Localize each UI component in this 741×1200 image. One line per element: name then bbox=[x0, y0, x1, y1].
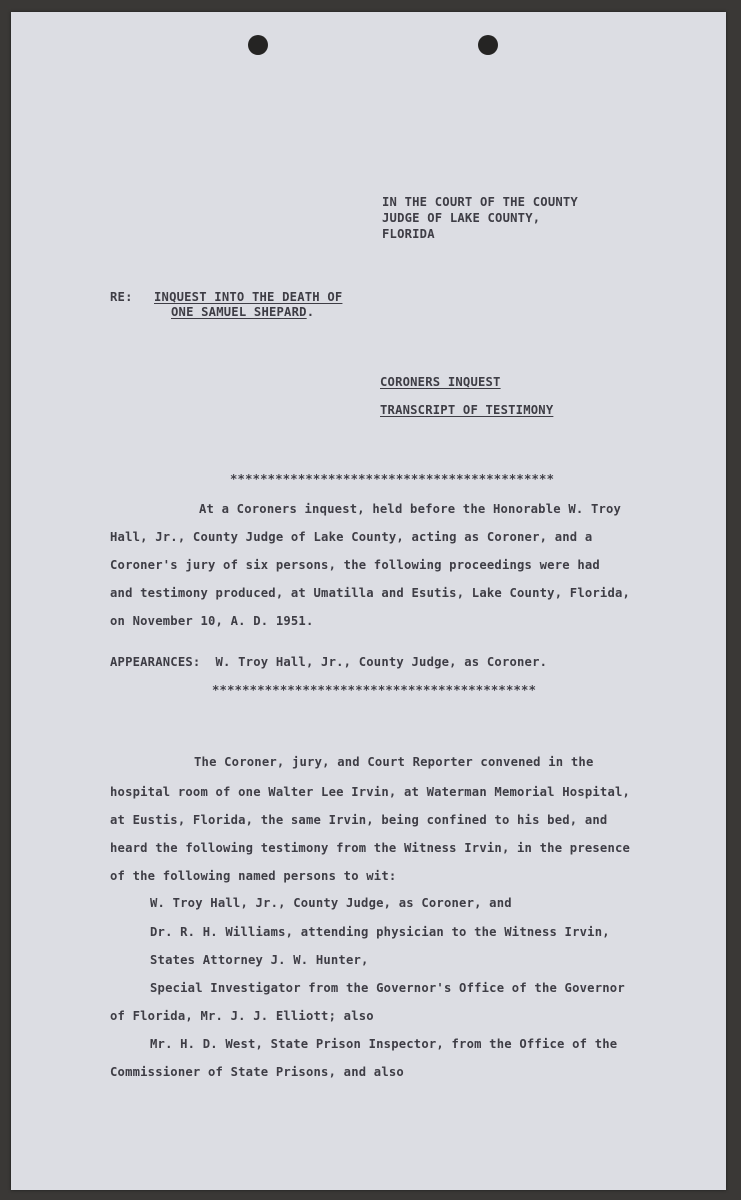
para2-line: The Coroner, jury, and Court Reporter convened in the bbox=[194, 755, 594, 769]
title-coroners-inquest: CORONERS INQUEST bbox=[380, 375, 501, 389]
person-line: W. Troy Hall, Jr., County Judge, as Coroner, and bbox=[150, 896, 512, 910]
para2-line: of the following named persons to wit: bbox=[110, 869, 397, 883]
para1-line: and testimony produced, at Umatilla and Esutis, Lake County, Florida, bbox=[110, 586, 631, 600]
re-line-2-period: . bbox=[306, 305, 315, 319]
court-heading bbox=[382, 194, 578, 242]
para1-line: Coroner's jury of six persons, the following proceedings were had bbox=[110, 558, 600, 572]
para1-line: Hall, Jr., County Judge of Lake County, acting as Coroner, and a bbox=[110, 530, 593, 544]
re-line-2: ONE SAMUEL SHEPARD bbox=[171, 305, 307, 319]
document-page bbox=[11, 12, 726, 1190]
court-heading-line: FLORIDA bbox=[382, 227, 435, 241]
person-line: of Florida, Mr. J. J. Elliott; also bbox=[110, 1009, 374, 1023]
person-line: Special Investigator from the Governor's Office of the Governor bbox=[150, 981, 625, 995]
re-label: RE: bbox=[110, 290, 133, 304]
person-line: States Attorney J. W. Hunter, bbox=[150, 953, 369, 967]
para2-line: at Eustis, Florida, the same Irvin, being confined to his bed, and bbox=[110, 813, 608, 827]
person-line: Mr. H. D. West, State Prison Inspector, from the Office of the bbox=[150, 1037, 618, 1051]
punch-hole-right bbox=[478, 35, 498, 55]
person-line: Dr. R. H. Williams, attending physician to the Witness Irvin, bbox=[150, 925, 610, 939]
para2-line: hospital room of one Walter Lee Irvin, at Waterman Memorial Hospital, bbox=[110, 785, 631, 799]
punch-hole-left bbox=[248, 35, 268, 55]
para2-line: heard the following testimony from the Witness Irvin, in the presence bbox=[110, 841, 631, 855]
person-line: Commissioner of State Prisons, and also bbox=[110, 1065, 404, 1079]
court-heading-line: IN THE COURT OF THE COUNTY bbox=[382, 195, 578, 209]
asterisk-divider: ******************************************* bbox=[230, 472, 555, 486]
para1-line: At a Coroners inquest, held before the Honorable W. Troy bbox=[199, 502, 622, 516]
re-line-1: INQUEST INTO THE DEATH OF bbox=[154, 290, 343, 304]
para1-line: on November 10, A. D. 1951. bbox=[110, 614, 314, 628]
court-heading-line: JUDGE OF LAKE COUNTY, bbox=[382, 211, 541, 225]
appearances-line: APPEARANCES: W. Troy Hall, Jr., County Judge, as Coroner. bbox=[110, 655, 548, 669]
asterisk-divider: ******************************************* bbox=[212, 683, 537, 697]
title-transcript: TRANSCRIPT OF TESTIMONY bbox=[380, 403, 554, 417]
re-line-2-wrap bbox=[171, 305, 314, 319]
